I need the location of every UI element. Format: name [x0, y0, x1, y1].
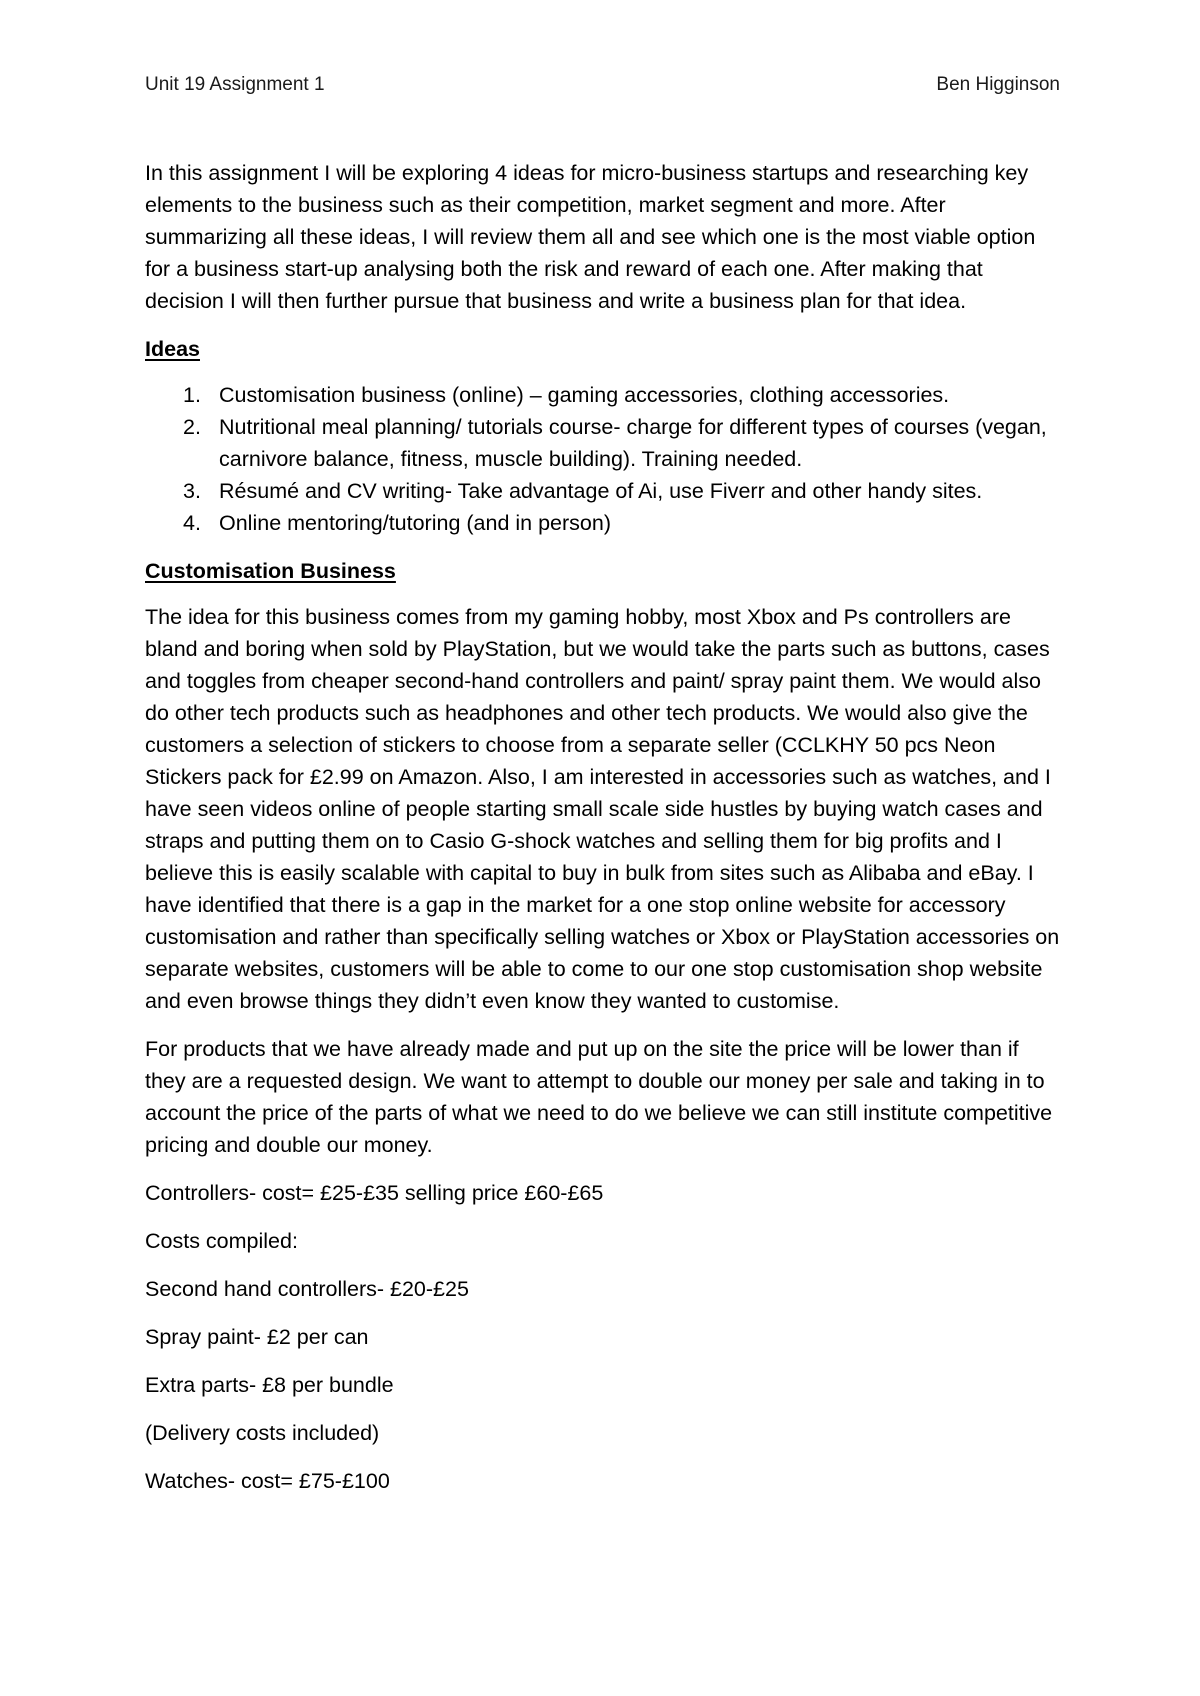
- idea-number: 4.: [183, 511, 201, 535]
- cost-line: Watches- cost= £75-£100: [145, 1469, 390, 1493]
- idea-item: [145, 507, 1065, 539]
- cost-line: Extra parts- £8 per bundle: [145, 1373, 394, 1397]
- intro-paragraph: In this assignment I will be exploring 4 ideas for micro-business startups and researching key elements to the business such as their competition, market segment and more. After summarizing all these ideas, I will review them all and see which one is the most viable option for a business start-up analysing both the risk and reward of each one. After making that decision I will then further pursue that business and write a business plan for that idea.: [145, 161, 1036, 313]
- idea-number: 3.: [183, 479, 201, 503]
- ideas-heading: Ideas: [145, 337, 200, 361]
- idea-text: Résumé and CV writing- Take advantage of Ai, use Fiverr and other handy sites.: [219, 479, 983, 503]
- page-header: [145, 74, 1060, 96]
- cost-line: Costs compiled:: [145, 1229, 298, 1253]
- idea-number: 1.: [183, 383, 201, 407]
- idea-number: 2.: [183, 415, 201, 439]
- idea-text: Nutritional meal planning/ tutorials course- charge for different types of courses (vegan, carnivore balance, fitness, muscle building). Training needed.: [219, 415, 1047, 471]
- cost-line: Controllers- cost= £25-£35 selling price £60-£65: [145, 1181, 604, 1205]
- customisation-paragraph: The idea for this business comes from my gaming hobby, most Xbox and Ps controllers are bland and boring when sold by PlayStation, but we would take the parts such as buttons, cases and toggles from cheaper second-hand controllers and paint/ spray paint them. We would also do other tech products such as headphones and other tech products. We would also give the customers a selection of stickers to choose from a separate seller (CCLKHY 50 pcs Neon Stickers pack for £2.99 on Amazon. Also, I am interested in accessories such as watches, and I have seen videos online of people starting small scale side hustles by buying watch cases and straps and putting them on to Casio G-shock watches and selling them for big profits and I believe this is easily scalable with capital to buy in bulk from sites such as Alibaba and eBay. I have identified that there is a gap in the market for a one stop online website for accessory customisation and rather than specifically selling watches or Xbox or PlayStation accessories on separate websites, customers will be able to come to our one stop customisation shop website and even browse things they didn’t even know they wanted to customise.: [145, 605, 1060, 1013]
- idea-text: Online mentoring/tutoring (and in person): [219, 511, 611, 535]
- ideas-list: [145, 379, 1065, 539]
- customisation-heading: Customisation Business: [145, 559, 396, 583]
- pricing-paragraph: For products that we have already made and put up on the site the price will be lower than if they are a requested design. We want to attempt to double our money per sale and taking in to account the price of the parts of what we need to do we believe we can still institute competitive pricing and double our money.: [145, 1037, 1053, 1157]
- header-author: Ben Higginson: [936, 74, 1060, 95]
- idea-item: [145, 475, 1065, 507]
- idea-item: [145, 379, 1065, 411]
- header-left-text: Unit 19 Assignment 1: [145, 74, 325, 95]
- cost-line: Second hand controllers- £20-£25: [145, 1277, 469, 1301]
- idea-text: Customisation business (online) – gaming accessories, clothing accessories.: [219, 383, 950, 407]
- document-body: [145, 157, 1065, 1513]
- idea-item: [145, 411, 1065, 475]
- cost-line: Spray paint- £2 per can: [145, 1325, 369, 1349]
- cost-line: (Delivery costs included): [145, 1421, 380, 1445]
